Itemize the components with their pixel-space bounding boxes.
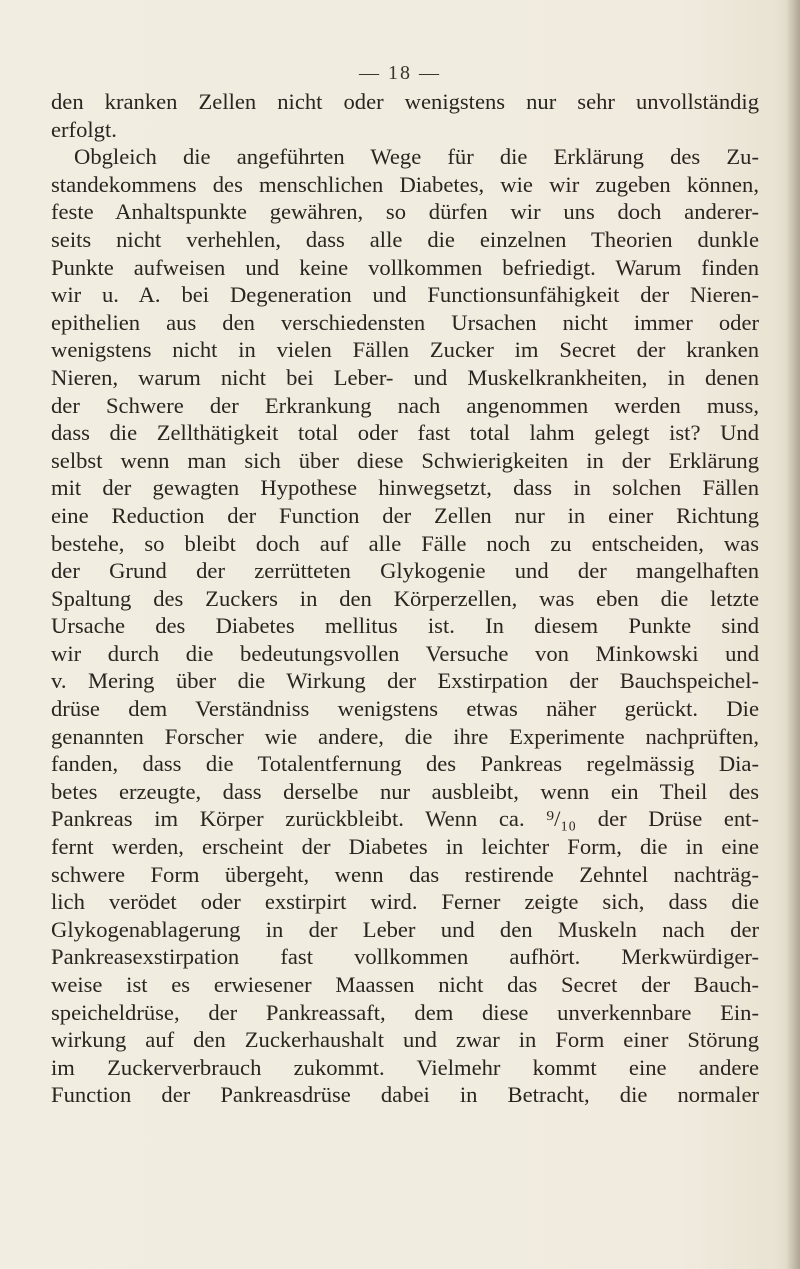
text-line: Punkte aufweisen und keine vollkommen befriedigt. Warum finden — [51, 254, 759, 280]
text-line: selbst wenn man sich über diese Schwierigkeiten in der Erklärung — [51, 447, 759, 473]
text-line: drüse dem Verständniss wenigstens etwas näher gerückt. Die — [51, 696, 759, 722]
text-line: schwere Form übergeht, wenn das restirende Zehntel nachträg- — [51, 861, 759, 887]
body-text — [51, 88, 759, 1109]
text-line: standekommens des menschlichen Diabetes, wie wir zugeben können, — [51, 171, 759, 197]
text-line: speicheldrüse, der Pankreassaft, dem diese unverkennbare Ein- — [51, 999, 759, 1025]
text-line: erfolgt. — [51, 116, 117, 142]
text-line: im Zuckerverbrauch zukommt. Vielmehr kommt eine andere — [51, 1054, 759, 1080]
text-line: der Grund der zerrütteten Glykogenie und der mangelhaften — [51, 558, 759, 584]
text-line: Function der Pankreasdrüse dabei in Betracht, die normaler — [51, 1082, 759, 1108]
text-line: epithelien aus den verschiedensten Ursachen nicht immer oder — [51, 309, 759, 335]
text-line: fanden, dass die Totalentfernung des Pankreas regelmässig Dia- — [51, 751, 759, 777]
text-line: weise ist es erwiesener Maassen nicht das Secret der Bauch- — [51, 972, 759, 997]
page-edge-shadow — [786, 0, 800, 1269]
text-line: seits nicht verhehlen, dass alle die einzelnen Theorien dunkle — [51, 226, 759, 252]
text-line: Nieren, warum nicht bei Leber- und Muskelkrankheiten, in denen — [51, 364, 759, 390]
text-line: der Schwere der Erkrankung nach angenommen werden muss, — [51, 392, 759, 418]
text-line: den kranken Zellen nicht oder wenigstens nur sehr unvollständig — [51, 89, 759, 114]
text-line: dass die Zellthätigkeit total oder fast total lahm gelegt ist? Und — [51, 420, 759, 446]
text-line: fernt werden, erscheint der Diabetes in leichter Form, die in eine — [51, 834, 759, 860]
text-line: v. Mering über die Wirkung der Exstirpation der Bauchspeichel- — [51, 668, 759, 694]
text-line: Glykogenablagerung in der Leber und den Muskeln nach der — [51, 916, 759, 942]
text-line: lich verödet oder exstirpirt wird. Ferner zeigte sich, dass die — [51, 889, 759, 915]
text-line: bestehe, so bleibt doch auf alle Fälle noch zu entscheiden, was — [51, 530, 759, 556]
text-line: feste Anhaltspunkte gewähren, so dürfen wir uns doch anderer- — [51, 199, 759, 225]
page-number: — 18 — — [359, 62, 441, 84]
text-line: Pankreasexstirpation fast vollkommen aufhört. Merkwürdiger- — [51, 944, 759, 970]
text-line: genannten Forscher wie andere, die ihre Experimente nachprüften, — [51, 723, 759, 749]
text-line: Obgleich die angeführten Wege für die Erklärung des Zu- — [74, 144, 759, 170]
text-line: eine Reduction der Function der Zellen nur in einer Richtung — [51, 502, 759, 528]
text-line: wenigstens nicht in vielen Fällen Zucker im Secret der kranken — [51, 337, 759, 363]
text-line: wir durch die bedeutungsvollen Versuche von Minkowski und — [51, 640, 759, 666]
text-line: Pankreas im Körper zurückbleibt. Wenn ca. ⁹/₁₀ der Drüse ent- — [51, 806, 759, 832]
text-line: Ursache des Diabetes mellitus ist. In diesem Punkte sind — [51, 613, 759, 639]
text-line: Spaltung des Zuckers in den Körperzellen, was eben die letzte — [51, 585, 759, 611]
text-line: wirkung auf den Zuckerhaushalt und zwar in Form einer Störung — [51, 1027, 759, 1053]
text-line: mit der gewagten Hypothese hinwegsetzt, dass in solchen Fällen — [51, 475, 759, 501]
text-line: wir u. A. bei Degeneration und Functionsunfähigkeit der Nieren- — [51, 282, 759, 308]
text-line: betes erzeugte, dass derselbe nur ausbleibt, wenn ein Theil des — [51, 778, 759, 804]
